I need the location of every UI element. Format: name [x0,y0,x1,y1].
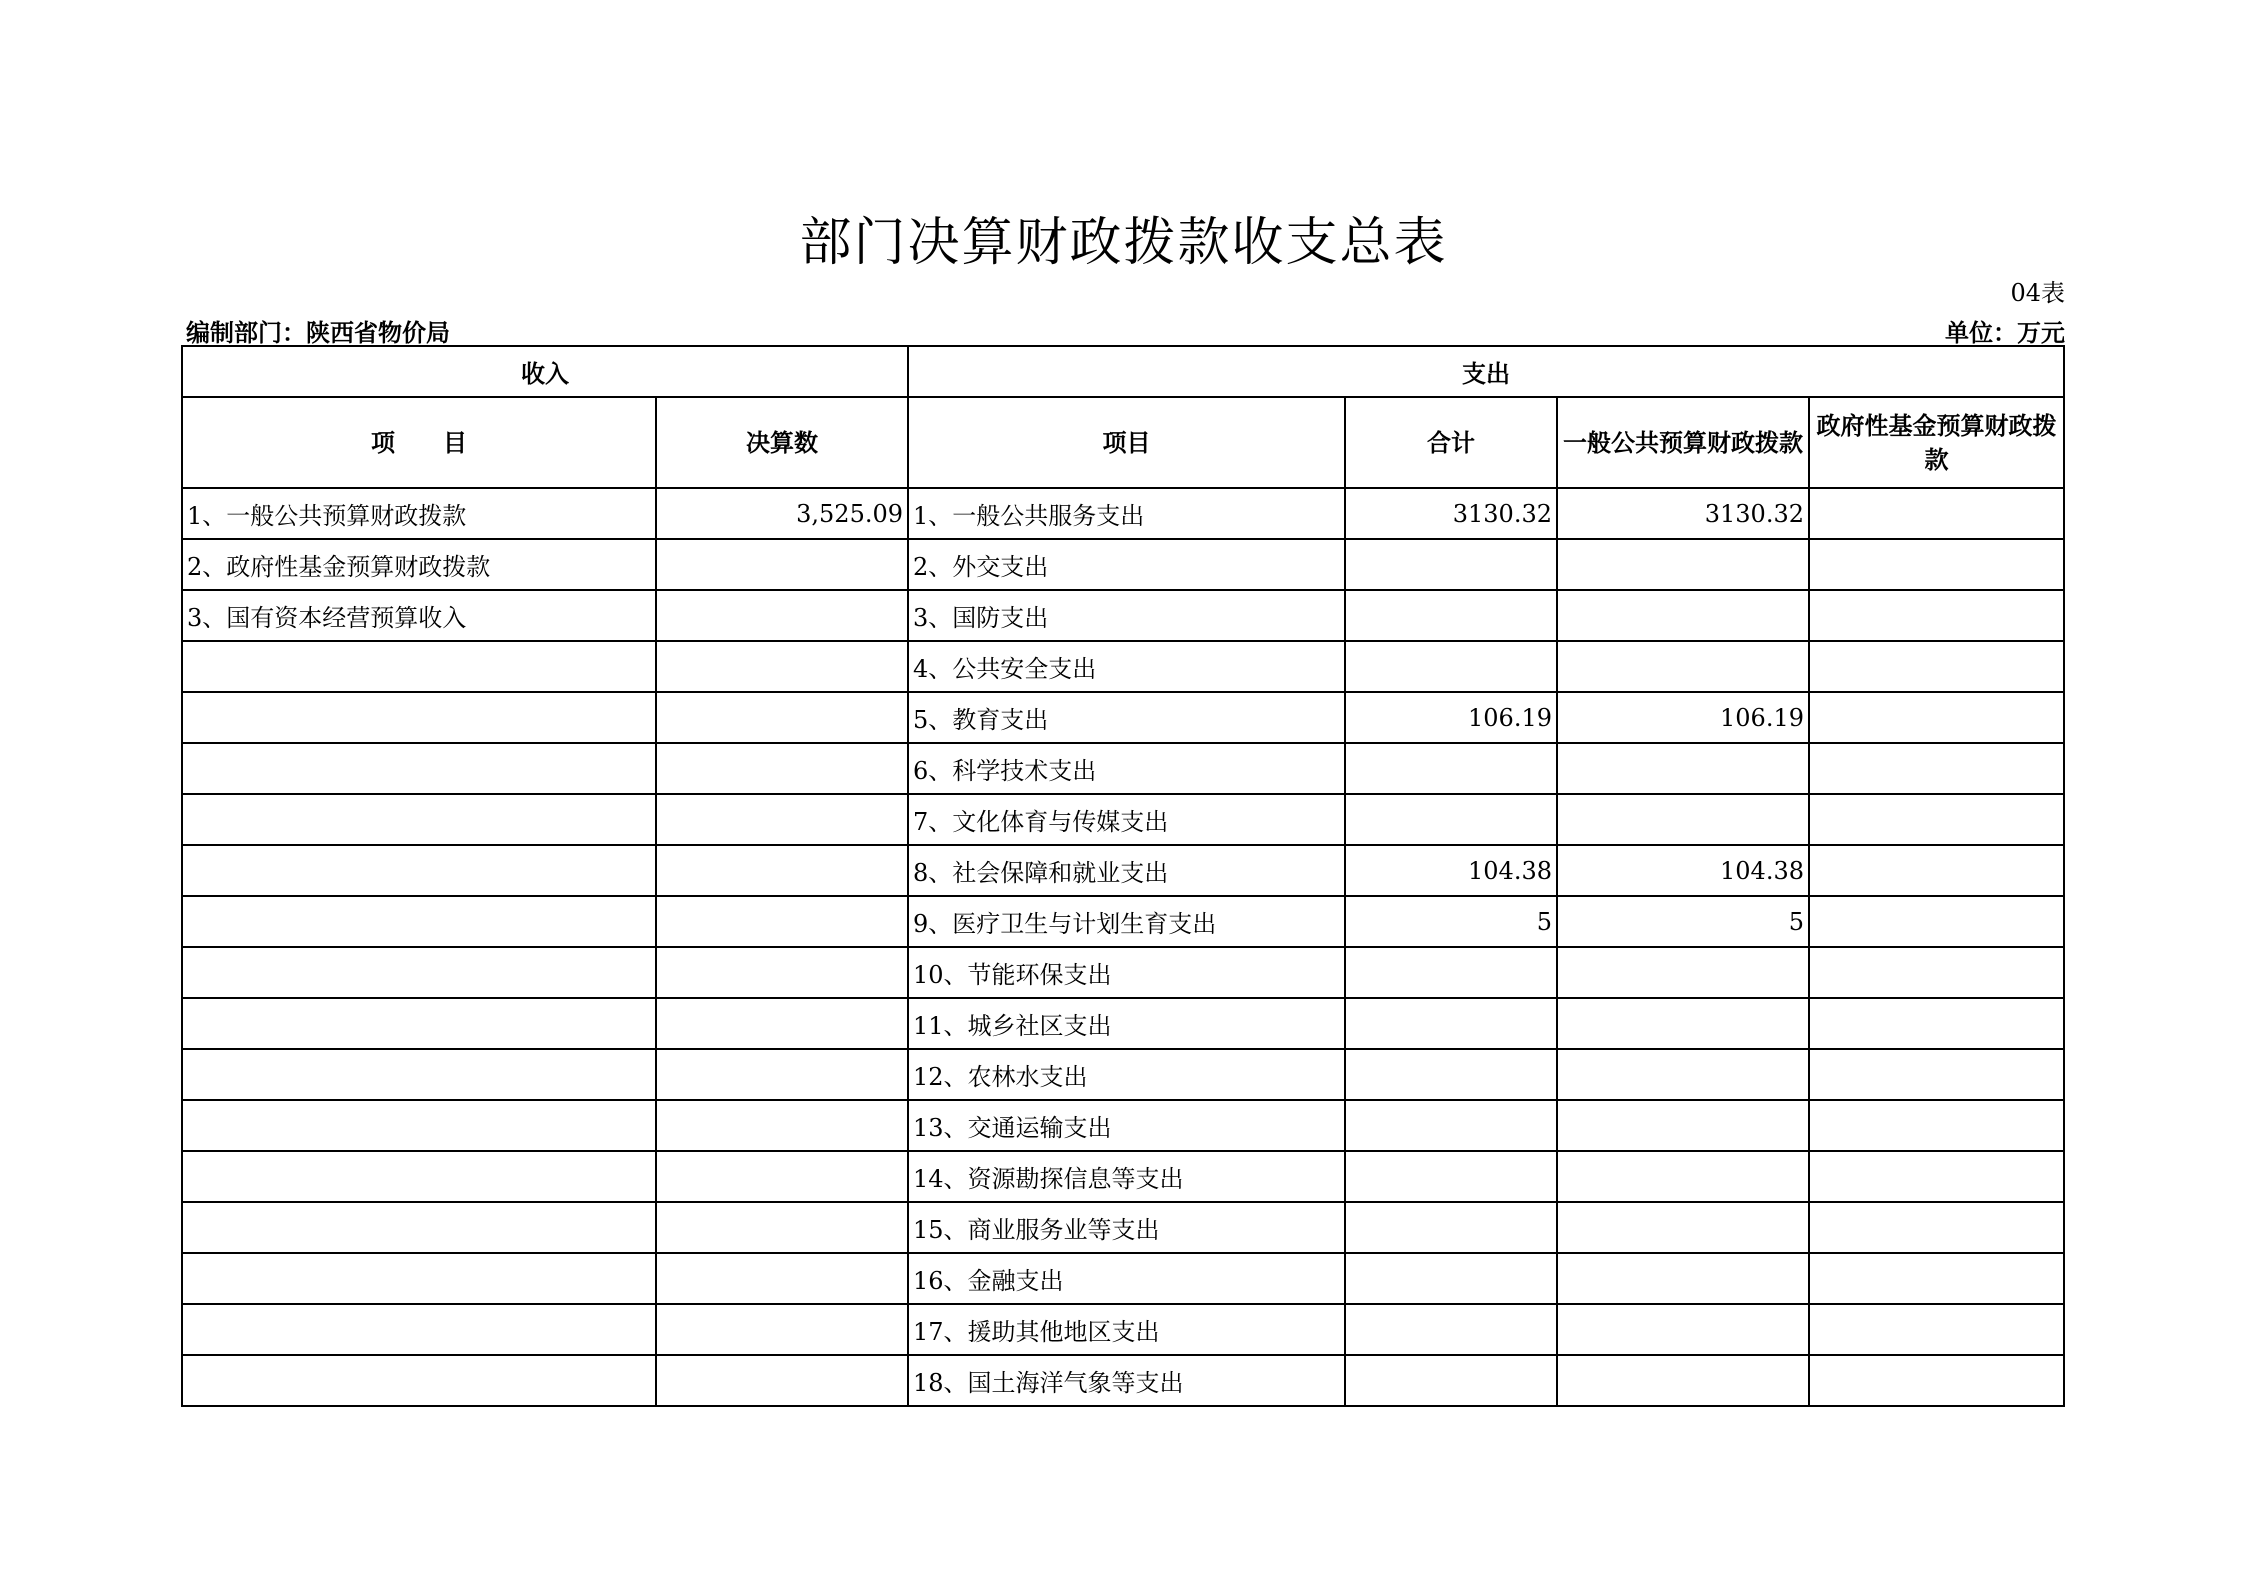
income-amount-cell [656,539,908,590]
table-row [182,1100,2064,1151]
total-cell [1345,1253,1557,1304]
gov-fund-cell [1809,539,2064,590]
general-budget-cell [1557,1253,1809,1304]
general-budget-cell [1557,998,1809,1049]
expense-item-cell: 7、文化体育与传媒支出 [908,794,1345,845]
gov-fund-cell [1809,1253,2064,1304]
income-item-cell [182,692,656,743]
expense-item-cell: 4、公共安全支出 [908,641,1345,692]
general-budget-cell: 3130.32 [1557,488,1809,539]
total-cell [1345,1100,1557,1151]
total-cell: 5 [1345,896,1557,947]
table-row [182,1253,2064,1304]
total-cell [1345,1151,1557,1202]
income-item-cell [182,1049,656,1100]
income-item-cell: 2、政府性基金预算财政拨款 [182,539,656,590]
expense-item-cell: 3、国防支出 [908,590,1345,641]
header-income-item: 项 目 [182,397,656,488]
table-row [182,539,2064,590]
total-cell [1345,947,1557,998]
income-amount-cell [656,845,908,896]
general-budget-cell: 104.38 [1557,845,1809,896]
expense-item-cell: 16、金融支出 [908,1253,1345,1304]
gov-fund-cell [1809,998,2064,1049]
gov-fund-cell [1809,947,2064,998]
total-cell [1345,1049,1557,1100]
expense-item-cell: 13、交通运输支出 [908,1100,1345,1151]
general-budget-cell [1557,947,1809,998]
general-budget-cell [1557,1304,1809,1355]
income-amount-cell [656,1100,908,1151]
income-item-cell [182,794,656,845]
income-section-header: 收入 [182,346,908,397]
expense-item-cell: 6、科学技术支出 [908,743,1345,794]
general-budget-cell [1557,794,1809,845]
general-budget-cell [1557,590,1809,641]
table-row [182,896,2064,947]
income-item-cell [182,1253,656,1304]
total-cell [1345,590,1557,641]
expense-item-cell: 9、医疗卫生与计划生育支出 [908,896,1345,947]
income-amount-cell [656,1151,908,1202]
income-item-cell [182,1304,656,1355]
income-item-cell [182,896,656,947]
column-header-row [182,397,2064,488]
gov-fund-cell [1809,1355,2064,1406]
gov-fund-cell [1809,743,2064,794]
income-item-cell [182,1100,656,1151]
general-budget-cell [1557,641,1809,692]
expense-item-cell: 18、国土海洋气象等支出 [908,1355,1345,1406]
expense-item-cell: 11、城乡社区支出 [908,998,1345,1049]
gov-fund-cell [1809,845,2064,896]
total-cell [1345,998,1557,1049]
gov-fund-cell [1809,641,2064,692]
gov-fund-cell [1809,896,2064,947]
expense-section-header: 支出 [908,346,2064,397]
gov-fund-cell [1809,1100,2064,1151]
total-cell [1345,1202,1557,1253]
total-cell [1345,1355,1557,1406]
income-amount-cell [656,743,908,794]
table-row [182,692,2064,743]
unit-label: 单位：万元 [1945,319,2065,347]
table-row [182,590,2064,641]
total-cell: 104.38 [1345,845,1557,896]
income-amount-cell [656,692,908,743]
general-budget-cell [1557,743,1809,794]
income-amount-cell [656,1202,908,1253]
table-row [182,845,2064,896]
income-amount-cell [656,1304,908,1355]
total-cell [1345,641,1557,692]
income-item-cell [182,845,656,896]
header-general-budget: 一般公共预算财政拨款 [1557,397,1809,488]
department-label: 编制部门：陕西省物价局 [186,319,450,347]
table-row [182,1049,2064,1100]
income-item-cell [182,1355,656,1406]
table-number: 04表 [2010,279,2065,307]
section-header-row [182,346,2064,397]
income-item-cell [182,641,656,692]
gov-fund-cell [1809,1151,2064,1202]
income-amount-cell: 3,525.09 [656,488,908,539]
total-cell: 106.19 [1345,692,1557,743]
general-budget-cell: 5 [1557,896,1809,947]
general-budget-cell [1557,1100,1809,1151]
header-expense-item: 项目 [908,397,1345,488]
table-row [182,1304,2064,1355]
income-amount-cell [656,794,908,845]
total-cell [1345,1304,1557,1355]
header-gov-fund: 政府性基金预算财政拨款 [1809,397,2064,488]
general-budget-cell [1557,1049,1809,1100]
table-row [182,743,2064,794]
income-item-cell: 3、国有资本经营预算收入 [182,590,656,641]
expense-item-cell: 15、商业服务业等支出 [908,1202,1345,1253]
gov-fund-cell [1809,692,2064,743]
table-row [182,641,2064,692]
total-cell: 3130.32 [1345,488,1557,539]
expense-item-cell: 10、节能环保支出 [908,947,1345,998]
income-item-cell [182,1151,656,1202]
total-cell [1345,743,1557,794]
gov-fund-cell [1809,1202,2064,1253]
gov-fund-cell [1809,1049,2064,1100]
page-title: 部门决算财政拨款收支总表 [799,213,1448,273]
header-total: 合计 [1345,397,1557,488]
table-row [182,947,2064,998]
table-row [182,998,2064,1049]
general-budget-cell [1557,539,1809,590]
gov-fund-cell [1809,590,2064,641]
income-amount-cell [656,896,908,947]
gov-fund-cell [1809,488,2064,539]
general-budget-cell [1557,1202,1809,1253]
table-row [182,488,2064,539]
income-amount-cell [656,947,908,998]
table-row [182,1202,2064,1253]
income-amount-cell [656,1355,908,1406]
income-item-cell [182,998,656,1049]
expense-item-cell: 14、资源勘探信息等支出 [908,1151,1345,1202]
table-row [182,1151,2064,1202]
income-amount-cell [656,1253,908,1304]
expense-item-cell: 1、一般公共服务支出 [908,488,1345,539]
expense-item-cell: 8、社会保障和就业支出 [908,845,1345,896]
table-row [182,1355,2064,1406]
expense-item-cell: 17、援助其他地区支出 [908,1304,1345,1355]
income-item-cell [182,947,656,998]
income-amount-cell [656,641,908,692]
gov-fund-cell [1809,1304,2064,1355]
expense-item-cell: 5、教育支出 [908,692,1345,743]
expense-item-cell: 2、外交支出 [908,539,1345,590]
header-income-amount: 决算数 [656,397,908,488]
general-budget-cell [1557,1151,1809,1202]
budget-table [181,345,2065,1407]
general-budget-cell: 106.19 [1557,692,1809,743]
general-budget-cell [1557,1355,1809,1406]
gov-fund-cell [1809,794,2064,845]
income-item-cell: 1、一般公共预算财政拨款 [182,488,656,539]
income-amount-cell [656,590,908,641]
expense-item-cell: 12、农林水支出 [908,1049,1345,1100]
total-cell [1345,794,1557,845]
income-item-cell [182,1202,656,1253]
income-amount-cell [656,998,908,1049]
income-item-cell [182,743,656,794]
total-cell [1345,539,1557,590]
income-amount-cell [656,1049,908,1100]
table-row [182,794,2064,845]
